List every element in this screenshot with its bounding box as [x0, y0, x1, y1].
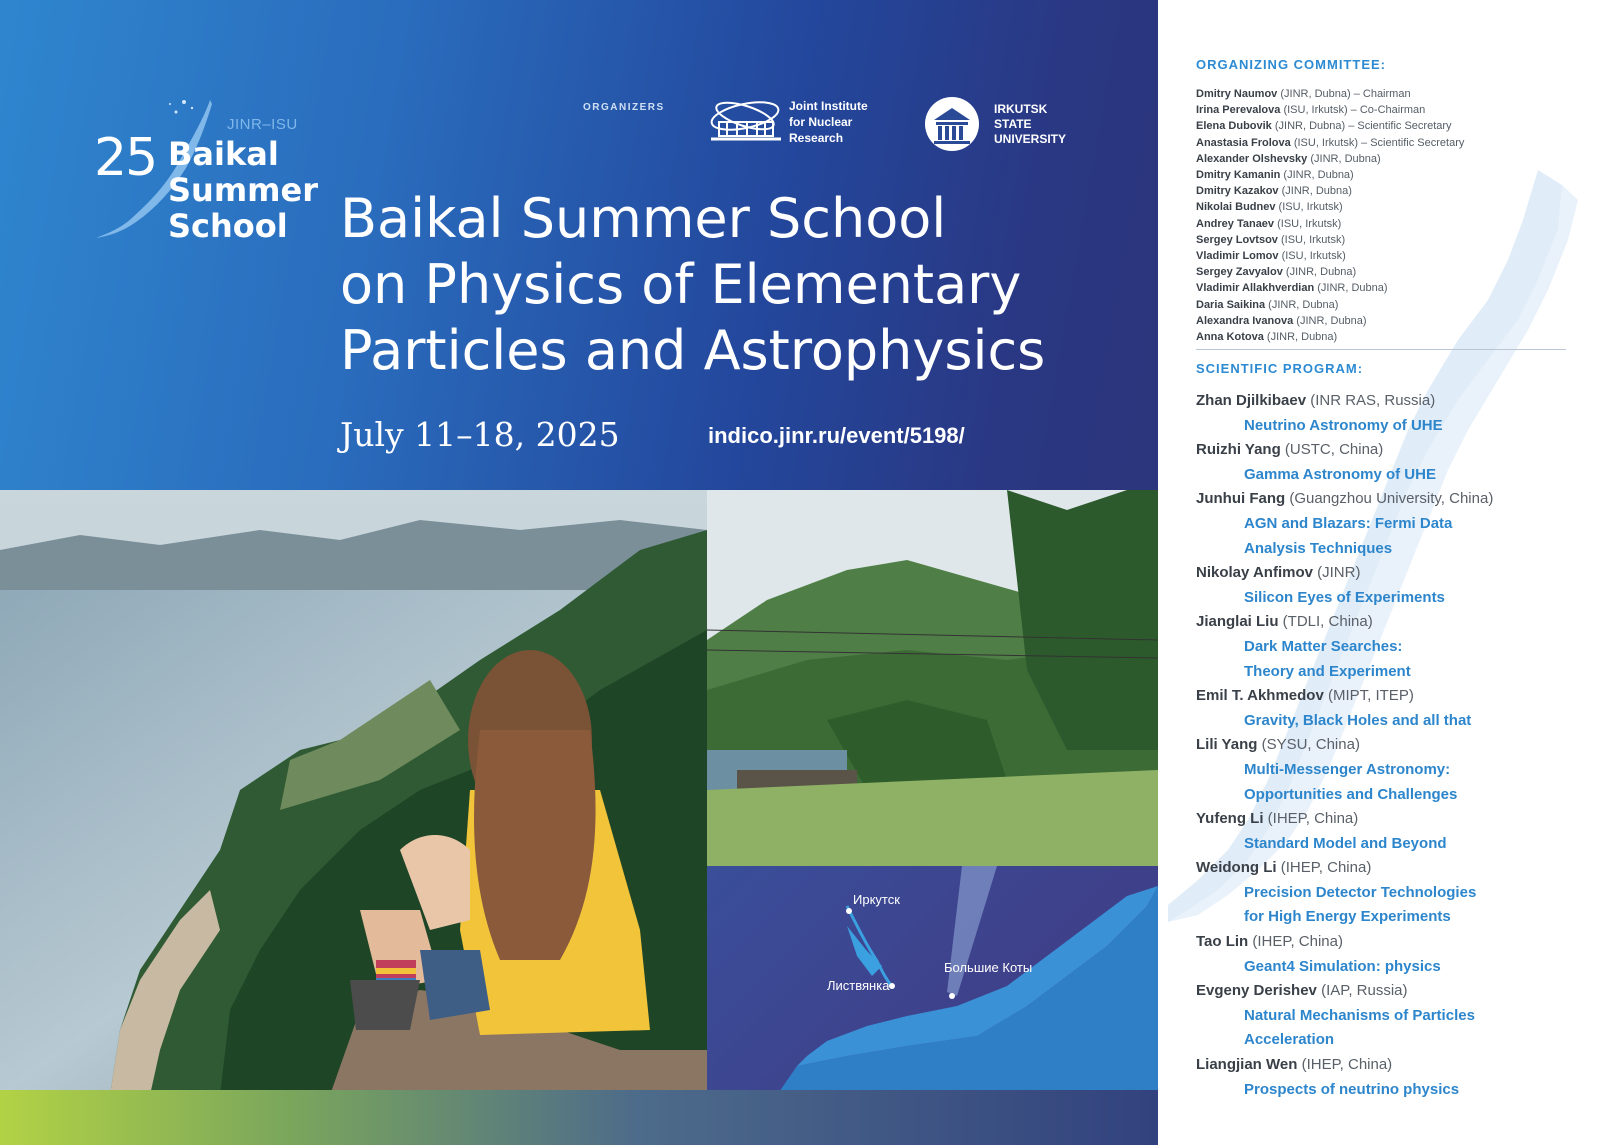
hills-photo [707, 490, 1158, 866]
member-detail: (JINR, Dubna) – Scientific Secretary [1271, 120, 1452, 133]
lecturer-affiliation: (SYSU, China) [1257, 736, 1360, 754]
lecturer-affiliation: (TDLI, China) [1278, 613, 1373, 631]
talk-title: Analysis Techniques [1244, 539, 1393, 557]
talk-title: Prospects of neutrino physics [1244, 1080, 1460, 1098]
lecturer [1196, 807, 1623, 832]
talk-title: AGN and Blazars: Fermi Data [1244, 514, 1453, 532]
lecturer-name: Emil T. Akhmedov [1196, 687, 1324, 705]
jinr-name-line: Research [789, 131, 844, 145]
committee-member [1196, 118, 1623, 134]
committee-list [1196, 86, 1623, 345]
committee-member [1196, 232, 1623, 248]
lecturer-affiliation: (INR RAS, Russia) [1306, 392, 1436, 409]
logo-word-summer: Summer [168, 171, 318, 209]
committee-member [1196, 329, 1623, 345]
lecturer-affiliation: (MIPT, ITEP) [1323, 687, 1414, 705]
member-detail: (JINR, Dubna) [1293, 314, 1367, 327]
member-name: Vladimir Lomov [1196, 250, 1279, 263]
isu-name-line: STATE [994, 117, 1032, 131]
member-name: Anna Kotova [1196, 331, 1264, 344]
lecturer [1196, 930, 1623, 955]
talk-title: Gravity, Black Holes and all that [1244, 711, 1472, 729]
poster-bottom-band [0, 1090, 1158, 1145]
lecturer-affiliation: (USTC, China) [1280, 441, 1384, 459]
committee-member [1196, 151, 1623, 167]
lecturer-name: Ruizhi Yang [1196, 441, 1281, 459]
committee-member [1196, 280, 1623, 296]
lecturer-affiliation: (IHEP, China) [1276, 859, 1372, 877]
committee-member [1196, 297, 1623, 313]
talk-title: Silicon Eyes of Experiments [1244, 588, 1445, 606]
member-detail: (JINR, Dubna) – Chairman [1277, 88, 1411, 100]
lecturer [1196, 487, 1623, 512]
isu-name-line: UNIVERSITY [994, 132, 1067, 146]
title-line: on Physics of Elementary [340, 253, 1022, 316]
poster-title [340, 186, 1140, 384]
section-divider [1196, 349, 1566, 350]
talk-title: for High Energy Experiments [1244, 908, 1451, 926]
program-heading: SCIENTIFIC PROGRAM: [1196, 361, 1364, 376]
map-label-irkutsk: Иркутск [853, 892, 900, 907]
member-detail: (ISU, Irkutsk) [1278, 250, 1346, 263]
member-detail: (JINR, Dubna) [1265, 298, 1339, 311]
talk-title: Gamma Astronomy of UHE [1244, 465, 1436, 483]
committee-member [1196, 264, 1623, 280]
program-list [1196, 389, 1623, 1102]
lecturer [1196, 561, 1623, 586]
talk-title: Neutrino Astronomy of UHE [1244, 416, 1443, 434]
member-detail: (JINR, Dubna) [1314, 282, 1388, 295]
lecturer-name: Jianglai Liu [1196, 613, 1279, 631]
lake-baikal-map-icon [707, 866, 1158, 1095]
committee-member [1196, 313, 1623, 329]
member-detail: (JINR, Dubna) [1280, 169, 1354, 182]
isu-name [994, 102, 1114, 147]
lecturer [1196, 733, 1623, 758]
isu-name-line: IRKUTSK [994, 102, 1048, 116]
event-dates: July 11–18, 2025 [340, 415, 620, 454]
committee-member [1196, 248, 1623, 264]
lecturer [1196, 979, 1623, 1004]
member-name: Elena Dubovik [1196, 120, 1272, 133]
lecturer-name: Liangjian Wen [1196, 1056, 1298, 1074]
baikal-map [707, 866, 1158, 1095]
talk-title: Precision Detector Technologies [1244, 883, 1477, 901]
lecturer-name: Lili Yang [1196, 736, 1258, 754]
isu-logo-icon [924, 96, 980, 152]
logo-word-baikal: Baikal [168, 135, 279, 173]
lecturer-affiliation: (IHEP, China) [1297, 1056, 1393, 1074]
committee-member [1196, 135, 1623, 151]
member-name: Vladimir Allakhverdian [1196, 282, 1315, 295]
member-detail: (ISU, Irkutsk) [1274, 217, 1342, 230]
member-detail: (JINR, Dubna) [1307, 152, 1381, 165]
member-name: Andrey Tanaev [1196, 217, 1275, 230]
member-name: Sergey Zavyalov [1196, 266, 1283, 279]
lecturer [1196, 610, 1623, 635]
edition-number: 25 [94, 128, 157, 188]
lecturer-name: Nikolay Anfimov [1196, 564, 1313, 582]
member-name: Dmitry Kamanin [1196, 169, 1281, 182]
committee-heading: ORGANIZING COMMITTEE: [1196, 57, 1386, 72]
jinr-name-line: for Nuclear [789, 115, 853, 129]
lecturer-name: Junhui Fang [1196, 490, 1286, 508]
info-panel [1158, 0, 1623, 1145]
jinr-name-line: Joint Institute [789, 99, 868, 113]
member-detail: (ISU, Irkutsk) [1275, 201, 1343, 214]
member-name: Nikolai Budnev [1196, 201, 1276, 214]
logo-organizers: JINR–ISU [227, 116, 298, 133]
committee-member [1196, 183, 1623, 199]
lecturer-name: Tao Lin [1196, 933, 1249, 951]
lecturer-affiliation: (IHEP, China) [1248, 933, 1343, 951]
lecturer [1196, 389, 1623, 414]
talk-title: Acceleration [1244, 1031, 1335, 1049]
map-label-listvyanka: Листвянка [827, 978, 890, 993]
member-detail: (JINR, Dubna) [1263, 331, 1338, 344]
talk-title: Dark Matter Searches: [1244, 637, 1403, 655]
lecturer [1196, 438, 1623, 463]
committee-member [1196, 102, 1623, 118]
lecturer [1196, 1053, 1623, 1078]
member-name: Irina Perevalova [1196, 104, 1281, 117]
member-name: Sergey Lovtsov [1196, 233, 1278, 246]
school-logo [92, 98, 318, 258]
member-detail: (JINR, Dubna) [1278, 185, 1352, 198]
lecturer-affiliation: (Guangzhou University, China) [1285, 490, 1494, 508]
lecturer-affiliation: (IAP, Russia) [1316, 982, 1408, 1000]
logo-word-school: School [168, 207, 288, 245]
member-name: Daria Saikina [1196, 298, 1266, 311]
member-detail: (ISU, Irkutsk) – Co-Chairman [1280, 104, 1426, 117]
member-name: Dmitry Naumov [1196, 88, 1278, 100]
event-url-link[interactable]: indico.jinr.ru/event/5198/ [708, 423, 965, 448]
lecturer-name: Weidong Li [1196, 859, 1277, 877]
jinr-name [789, 98, 909, 146]
member-detail: (ISU, Irkutsk) – Scientific Secretary [1290, 136, 1465, 149]
title-line: Baikal Summer School [340, 187, 947, 250]
member-name: Anastasia Frolova [1196, 136, 1291, 149]
talk-title: Theory and Experiment [1244, 662, 1411, 680]
committee-member [1196, 199, 1623, 215]
jinr-logo-icon [707, 94, 783, 146]
member-name: Alexandra Ivanova [1196, 314, 1294, 327]
map-label-bolshie-koty: Большие Коты [944, 960, 1033, 975]
member-detail: (ISU, Irkutsk) [1277, 233, 1346, 246]
lecturer-affiliation: (JINR) [1312, 564, 1361, 582]
member-name: Alexander Olshevsky [1196, 152, 1308, 165]
lecturer [1196, 684, 1623, 709]
committee-member [1196, 86, 1623, 102]
lecturer-name: Yufeng Li [1196, 810, 1264, 828]
title-line: Particles and Astrophysics [340, 319, 1046, 382]
talk-title: Standard Model and Beyond [1244, 834, 1447, 852]
committee-member [1196, 216, 1623, 232]
lake-girl-image [0, 490, 707, 1095]
green-hills-image [707, 490, 1158, 866]
lecturer [1196, 856, 1623, 881]
talk-title: Geant4 Simulation: physics [1244, 957, 1441, 975]
member-name: Dmitry Kazakov [1196, 185, 1279, 198]
talk-title: Opportunities and Challenges [1244, 785, 1458, 803]
lake-photo [0, 490, 707, 1095]
committee-member [1196, 167, 1623, 183]
lecturer-affiliation: (IHEP, China) [1263, 810, 1359, 828]
lecturer-name: Zhan Djilkibaev [1196, 392, 1307, 409]
organizers-label: ORGANIZERS [583, 102, 665, 113]
member-detail: (JINR, Dubna) [1282, 266, 1357, 279]
lecturer-name: Evgeny Derishev [1196, 982, 1317, 1000]
talk-title: Multi-Messenger Astronomy: [1244, 760, 1451, 778]
talk-title: Natural Mechanisms of Particles [1244, 1006, 1475, 1024]
